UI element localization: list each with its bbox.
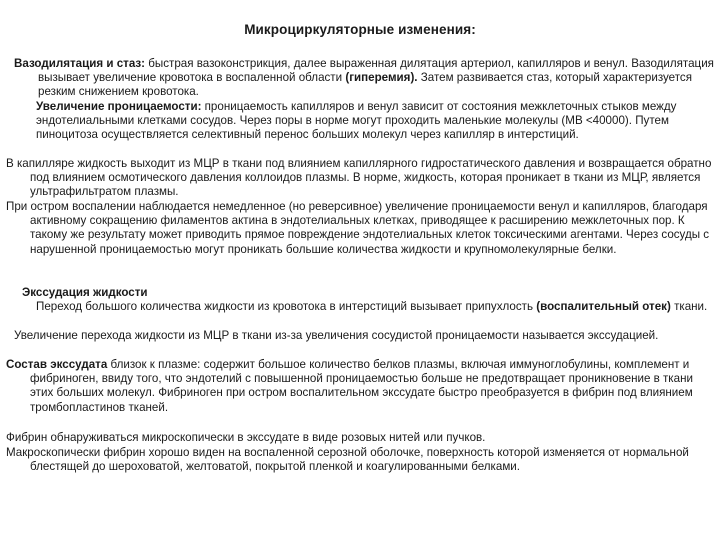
term-edema: (воспалительный отек) <box>536 300 671 313</box>
paragraph-exudate-composition <box>6 358 716 415</box>
term-hyperemia: (гиперемия). <box>345 71 418 85</box>
paragraph-permeability <box>36 100 716 143</box>
paragraph-text: ткани. <box>670 300 708 313</box>
paragraph-capillary-fluid <box>6 157 716 200</box>
paragraph-fibrin-macro <box>6 446 716 474</box>
paragraph-vasodilation <box>14 57 714 100</box>
paragraph-text: Увеличение перехода жидкости из МЦР в ткани из-за увеличения сосудистой проницаемости называется экссудацией. <box>14 329 659 342</box>
paragraph-text: быстрая вазоконстрикция, далее выраженная дилятация артериол, капилляров и венул. Вазодилятация вызывает увеличение кровотока в воспаленной области <box>38 57 714 85</box>
paragraph-text: Затем развивается стаз, который характеризуется резким снижением кровотока. <box>38 71 692 99</box>
paragraph-acute-inflammation <box>6 200 716 257</box>
paragraph-fibrin-micro <box>6 431 716 445</box>
term-exudation: Экссудация жидкости <box>22 286 148 299</box>
paragraph-text: Фибрин обнаруживаться микроскопически в экссудате в виде розовых нитей или пучков. <box>6 431 486 444</box>
paragraph-text: В капилляре жидкость выходит из МЦР в ткани под влиянием капиллярного гидростатического давления и возвращается обратно под влиянием осмотического давления коллоидов плазмы. В норме, жидкость, которая проникает в ткани из МЦР, является ультрафильтратом плазмы. <box>6 157 712 199</box>
paragraph-edema <box>36 300 716 314</box>
paragraph-text: проницаемость капилляров и венул зависит от состояния межклеточных стыков между эндотелиальными клетками сосудов. Через поры в норме могут проходить маленькие молекулы (МВ <40000). Путем пиноцитоза осуществляется селективный перенос больших молекул через капилляр в интерстиций. <box>36 100 677 142</box>
paragraph-exudation-definition <box>14 329 714 343</box>
paragraph-text: Переход большого количества жидкости из кровотока в интерстиций вызывает припухлость <box>36 300 537 313</box>
paragraph-text: При остром воспалении наблюдается немедленное (но реверсивное) увеличение проницаемости венул и капилляров, благодаря активному сокращению филаментов актина в эндотелиальных клетках, приводящее к расширению межклеточных пор. К такому же результату может приводить прямое повреждение эндотелиальных клеток токсическими агентами. Через сосуды с нарушенной проницаемостью могут проникать большие количества жидкости и крупномолекулярные белки. <box>6 200 710 256</box>
term-permeability: Увеличение проницаемости: <box>36 100 202 113</box>
term-exudate-composition: Состав экссудата <box>6 358 108 371</box>
heading-exudation <box>22 286 712 300</box>
slide-title: Микроциркуляторные изменения: <box>244 22 476 37</box>
paragraph-text: близок к плазме: содержит большое количество белков плазмы, включая иммуноглобулины, комплемент и фибриноген, ввиду того, что эндотелий с повышенной проницаемостью больше не предотвращает проникновение в ткани этих больших молекул. Фибриноген при остром воспалительном экссудате быстро преобразуется в фибрин под влиянием тромбопластинов тканей. <box>30 358 693 414</box>
paragraph-text: Макроскопически фибрин хорошо виден на воспаленной серозной оболочке, поверхность которой изменяется от нормальной блестящей до шероховатой, желтоватой, покрытой пленкой и коагулированными белками. <box>6 446 689 474</box>
term-vasodilation: Вазодилятация и стаз: <box>14 57 146 70</box>
